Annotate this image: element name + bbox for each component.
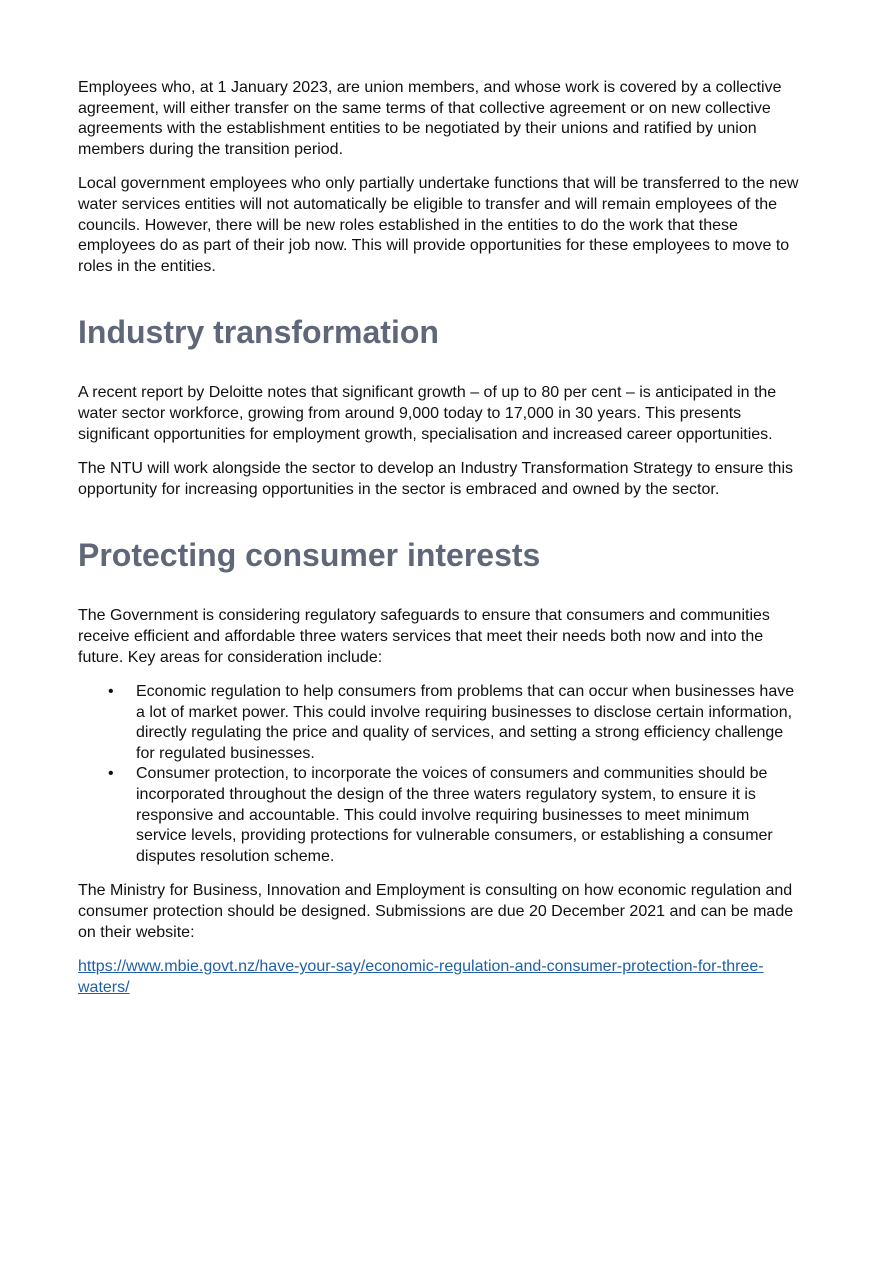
paragraph-mbie-consultation: The Ministry for Business, Innovation and Employment is consulting on how economic regulation and consumer protection should be designed. Submissions are due 20 December 2021 and can be made on their website: — [78, 882, 794, 941]
paragraph-regulatory-safeguards: The Government is considering regulatory safeguards to ensure that consumers and communities receive efficient and affordable three waters services that meet their needs both now and into the future. Key areas for consideration include: — [78, 607, 770, 666]
paragraph-ntu-strategy: The NTU will work alongside the sector to develop an Industry Transformation Strategy to ensure this opportunity for increasing opportunities in the sector is embraced and owned by the sector. — [78, 460, 794, 498]
mbie-consultation-link[interactable]: https://www.mbie.govt.nz/have-your-say/economic-regulation-and-consumer-protection-for-three-waters/ — [78, 958, 764, 996]
list-item-text: Consumer protection, to incorporate the voices of consumers and communities should be incorporated throughout the design of the three waters regulatory system, to ensure it is responsive and accountable. This could involve requiring businesses to meet minimum service levels, providing protections for vulnerable consumers, or establishing a consumer disputes resolution scheme. — [136, 765, 773, 865]
list-item-text: Economic regulation to help consumers from problems that can occur when businesses have a lot of market power. This could involve requiring businesses to disclose certain information, directly regulating the price and quality of services, and setting a strong efficiency challenge for regulated businesses. — [136, 683, 795, 762]
bullet-list — [78, 682, 802, 867]
paragraph-union-members: Employees who, at 1 January 2023, are union members, and whose work is covered by a collective agreement, will either transfer on the same terms of that collective agreement or on new collective agreements with the establishment entities to be negotiated by their unions and ratified by union members during the transition period. — [78, 79, 782, 158]
bullet-dot-icon: • — [108, 765, 114, 783]
bullet-dot-icon: • — [108, 683, 114, 701]
link-paragraph — [78, 957, 802, 998]
list-item — [78, 682, 802, 764]
document-page — [78, 78, 802, 1012]
heading-industry-transformation: Industry transformation — [78, 314, 439, 351]
paragraph-partial-employees: Local government employees who only partially undertake functions that will be transferred to the new water services entities will not automatically be eligible to transfer and will remain employees of the councils. However, there will be new roles established in the entities to do the work that these employees do as part of their job now. This will provide opportunities for these employees to move to roles in the entities. — [78, 175, 799, 275]
heading-protecting-consumer-interests: Protecting consumer interests — [78, 537, 541, 574]
paragraph-deloitte-report: A recent report by Deloitte notes that significant growth – of up to 80 per cent – is anticipated in the water sector workforce, growing from around 9,000 today to 17,000 in 30 years. This presents significant opportunities for employment growth, specialisation and increased career opportunities. — [78, 384, 777, 443]
list-item — [78, 764, 802, 867]
